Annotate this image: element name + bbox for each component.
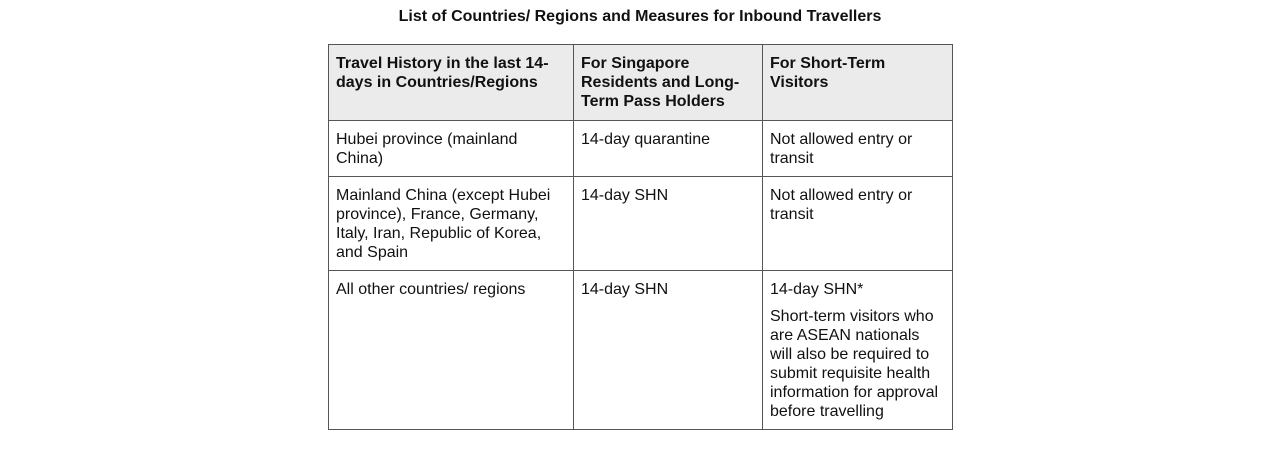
measures-table: [328, 44, 953, 430]
header-travel-history: Travel History in the last 14-days in Countries/Regions: [329, 45, 574, 121]
cell-visitors-measure: Not allowed entry or transit: [763, 121, 953, 177]
cell-visitors-measure: Not allowed entry or transit: [763, 177, 953, 271]
cell-visitors-measure: [763, 271, 953, 430]
cell-residents-measure: 14-day SHN: [574, 271, 763, 430]
table-row: [329, 271, 953, 430]
header-short-term-visitors: For Short-Term Visitors: [763, 45, 953, 121]
visitors-measure-text: 14-day SHN*: [770, 281, 864, 298]
cell-region: Mainland China (except Hubei province), France, Germany, Italy, Iran, Republic of Korea, and Spain: [329, 177, 574, 271]
cell-region: Hubei province (mainland China): [329, 121, 574, 177]
cell-residents-measure: 14-day SHN: [574, 177, 763, 271]
cell-residents-measure: 14-day quarantine: [574, 121, 763, 177]
table-row: [329, 177, 953, 271]
asean-note: Short-term visitors who are ASEAN nationals will also be required to submit requisite health information for approval before travelling: [770, 308, 939, 420]
cell-region: All other countries/ regions: [329, 271, 574, 430]
page-title: List of Countries/ Regions and Measures for Inbound Travellers: [398, 8, 882, 25]
table-row: [329, 121, 953, 177]
header-residents: For Singapore Residents and Long-Term Pass Holders: [574, 45, 763, 121]
table-header-row: [329, 45, 953, 121]
